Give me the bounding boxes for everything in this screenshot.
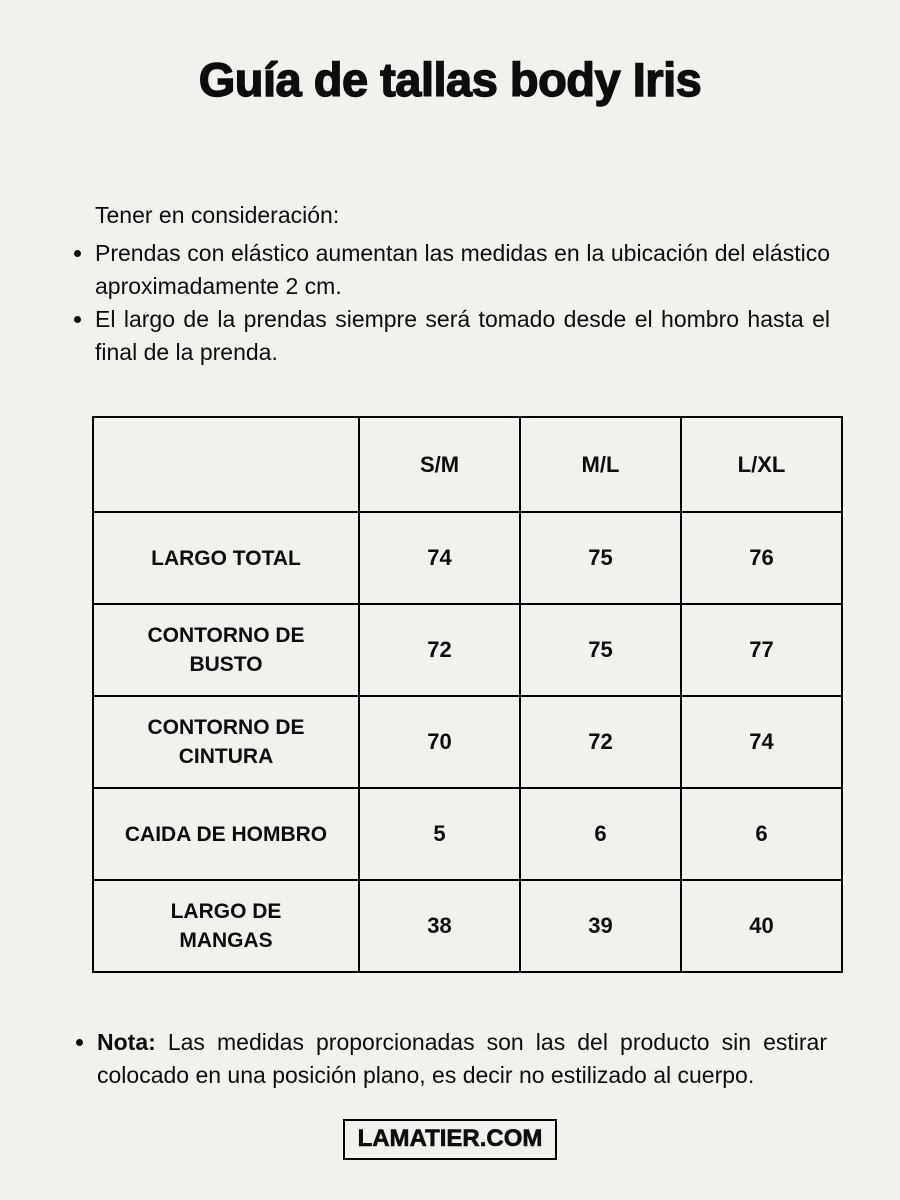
note-item <box>97 1026 827 1092</box>
note-label: Nota: <box>97 1029 156 1055</box>
measurement-value: 6 <box>681 788 842 880</box>
note-text: Las medidas proporcionadas son las del producto sin estirar colocado en una posición plano, es decir no estilizado al cuerpo. <box>97 1029 827 1088</box>
size-column-header: L/XL <box>681 417 842 512</box>
size-table-row <box>93 788 842 880</box>
measurement-value: 75 <box>520 512 681 604</box>
size-column-header: S/M <box>359 417 520 512</box>
measurement-value: 70 <box>359 696 520 788</box>
measurement-label: CAIDA DE HOMBRO <box>93 788 359 880</box>
size-table-row <box>93 604 842 696</box>
measurement-value: 6 <box>520 788 681 880</box>
measurement-value: 39 <box>520 880 681 972</box>
measurement-value: 77 <box>681 604 842 696</box>
size-table-corner-cell <box>93 417 359 512</box>
measurement-value: 72 <box>520 696 681 788</box>
size-table-row <box>93 512 842 604</box>
note-section <box>74 1026 827 1092</box>
note-list <box>74 1026 827 1092</box>
consideration-item: • El largo de la prendas siempre será tomado desde el hombro hasta el final de la prenda. <box>95 303 830 369</box>
measurement-label: LARGO DE MANGAS <box>93 880 359 972</box>
measurement-label: LARGO TOTAL <box>93 512 359 604</box>
measurement-value: 74 <box>359 512 520 604</box>
measurement-value: 74 <box>681 696 842 788</box>
size-table-header-row <box>93 417 842 512</box>
measurement-label: CONTORNO DE BUSTO <box>93 604 359 696</box>
consideration-item: • Prendas con elástico aumentan las medidas en la ubicación del elástico aproximadamente 2 cm. <box>95 237 830 303</box>
page-title: Guía de tallas body Iris <box>198 53 702 106</box>
size-table <box>92 416 843 973</box>
measurement-value: 38 <box>359 880 520 972</box>
measurement-value: 72 <box>359 604 520 696</box>
size-table-body <box>93 417 842 972</box>
considerations-heading: Tener en consideración: <box>95 202 340 228</box>
measurement-value: 40 <box>681 880 842 972</box>
size-table-row <box>93 696 842 788</box>
measurement-value: 75 <box>520 604 681 696</box>
brand-box: LAMATIER.COM <box>343 1119 558 1160</box>
measurement-value: 5 <box>359 788 520 880</box>
considerations-section <box>73 199 830 369</box>
measurement-label: CONTORNO DE CINTURA <box>93 696 359 788</box>
measurement-value: 76 <box>681 512 842 604</box>
footer <box>0 1119 900 1160</box>
size-table-row <box>93 880 842 972</box>
size-column-header: M/L <box>520 417 681 512</box>
considerations-list <box>73 237 830 369</box>
